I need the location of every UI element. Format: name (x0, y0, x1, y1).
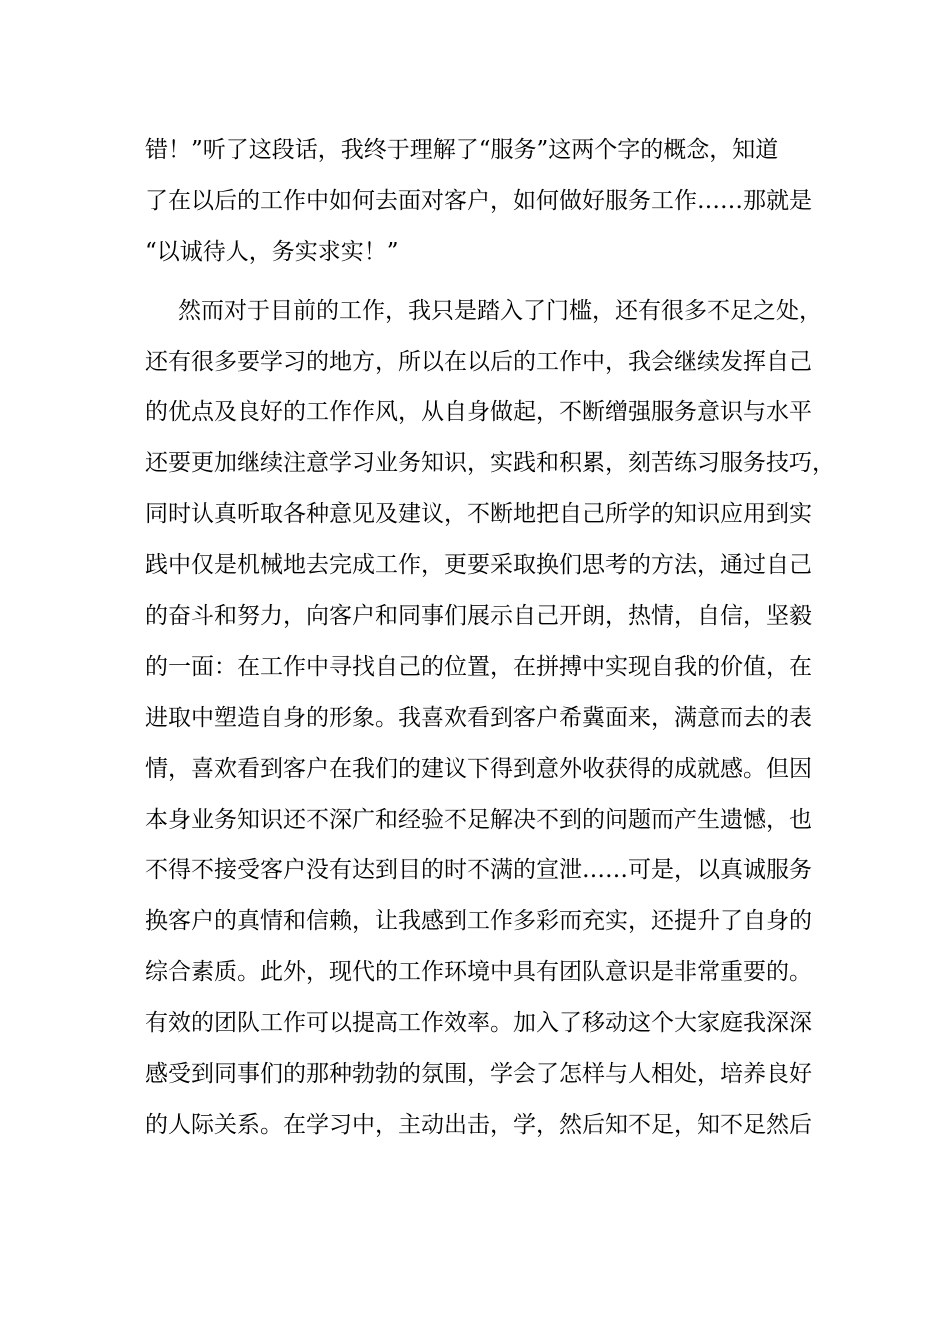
text-line: 错！”听了这段话，我终于理解了“服务”这两个字的概念，知道 (145, 137, 779, 163)
text-line: 本身业务知识还不深广和经验不足解决不到的问题而产生遗憾，也 (145, 806, 812, 833)
paragraph-spacer (145, 278, 835, 286)
text-line: 有效的团队工作可以提高工作效率。加入了移动这个大家庭我深深 (145, 1010, 812, 1037)
body-text (145, 125, 835, 1151)
text-line: 践中仅是机械地去完成工作，更要采取换们思考的方法，通过自己 (145, 552, 812, 579)
text-line: 不得不接受客户没有达到目的时不满的宣泄……可是，以真诚服务 (145, 857, 812, 884)
text-line: 的优点及良好的工作作风，从自身做起，不断缯强服务意识与水平 (145, 399, 812, 426)
text-line: 还要更加继续注意学习业务知识，实践和积累，刻苦练习服务技巧， (145, 450, 835, 477)
text-line: 换客户的真情和信赖，让我感到工作多彩而充实，还提升了自身的 (145, 908, 812, 935)
text-line: 的一面：在工作中寻找自己的位置，在拼搏中实现自我的价值，在 (145, 653, 812, 680)
paragraph-1 (145, 125, 835, 278)
text-line: 然而对于目前的工作，我只是踏入了门槛，还有很多不足之处， (178, 297, 822, 324)
text-line: 的人际关系。在学习中，主动出击，学，然后知不足，知不足然后 (145, 1111, 812, 1138)
text-line: 了在以后的工作中如何去面对客户，如何做好服务工作……那就是 (145, 187, 812, 214)
text-line: “以诚待人，务实求实！” (145, 238, 399, 265)
text-line: 的奋斗和努力，向客户和同事们展示自己开朗，热情，自信，坚毅 (145, 603, 812, 630)
paragraph-2 (145, 286, 835, 1151)
text-line: 综合素质。此外，现代的工作环境中具有团队意识是非常重要的。 (145, 959, 812, 986)
text-line: 同时认真听取各种意见及建议，不断地把自己所学的知识应用到实 (145, 501, 812, 528)
text-line: 还有很多要学习的地方，所以在以后的工作中，我会继续发挥自己 (145, 348, 812, 375)
text-line: 进取中塑造自身的形象。我喜欢看到客户希冀面来，满意而去的表 (145, 704, 812, 731)
text-line: 感受到同事们的那种勃勃的氛围，学会了怎样与人相处，培养良好 (145, 1061, 812, 1088)
text-line: 情，喜欢看到客户在我们的建议下得到意外收获得的成就感。但因 (145, 755, 812, 782)
